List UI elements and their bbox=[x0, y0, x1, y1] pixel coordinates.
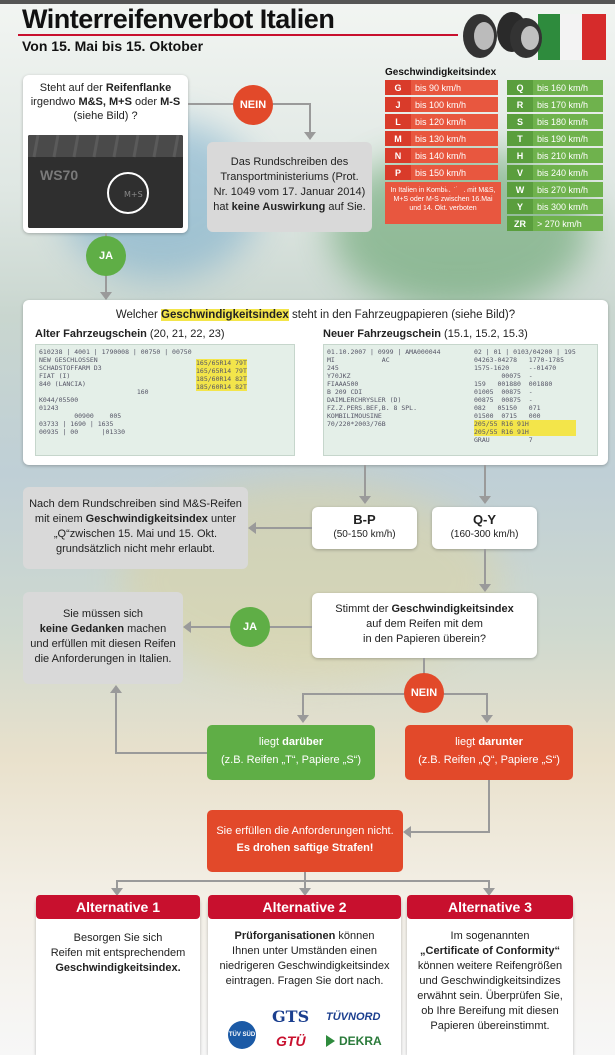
na-line2: mit einem bbox=[34, 513, 83, 525]
old-doc-tyres bbox=[196, 359, 247, 391]
cn-bold: keine Auswirkung bbox=[231, 201, 326, 213]
nw-line2b: machen bbox=[127, 623, 167, 635]
doc-line: KOMBILIMOUSINE bbox=[327, 412, 382, 420]
speed-row bbox=[385, 165, 498, 180]
speed-value: > 270 km/h bbox=[533, 216, 603, 231]
connector-bp-left bbox=[255, 527, 312, 529]
doc-line: Y70JKZ bbox=[327, 372, 351, 380]
gtu-logo: GTÜ bbox=[276, 1033, 306, 1049]
above-bold: darüber bbox=[282, 736, 324, 748]
na-bold: Geschwindigkeitsindex bbox=[85, 513, 208, 525]
connector-below-down bbox=[488, 780, 490, 832]
cn-line2: Transportministeriums (Prot. bbox=[220, 171, 359, 183]
doc-line: 00935 | 00 |01330 bbox=[39, 428, 126, 436]
na-line3: „Q“zwischen 15. Mai und 15. Okt. bbox=[53, 528, 218, 540]
speed-code: ZR bbox=[507, 216, 533, 231]
speed-code: N bbox=[385, 148, 411, 163]
nein-badge-2: NEIN bbox=[404, 673, 444, 713]
new-vehicle-document bbox=[323, 344, 598, 456]
q1-line2b: oder bbox=[134, 96, 158, 108]
no-worries-text bbox=[23, 607, 183, 667]
doc-line: 165/65R14 79T bbox=[196, 359, 247, 367]
connector-split-left bbox=[302, 693, 304, 717]
dekra-logo: DEKRA bbox=[339, 1034, 382, 1048]
red-note-arrow bbox=[445, 188, 469, 196]
speed-row bbox=[507, 97, 603, 112]
svg-text:M+S: M+S bbox=[124, 190, 143, 199]
speed-value: bis 180 km/h bbox=[533, 114, 603, 129]
speed-code: T bbox=[507, 131, 533, 146]
alt2-first-rest: können bbox=[338, 930, 375, 942]
new-label-nums: (15.1, 15.2, 15.3) bbox=[444, 328, 528, 340]
old-doc-lines bbox=[39, 348, 291, 436]
connector-qy-down bbox=[484, 549, 486, 586]
q2-text bbox=[23, 308, 608, 323]
old-label bbox=[35, 328, 225, 340]
doc-line: 04263-04278 1770-1785 bbox=[474, 356, 565, 364]
alternative-2-card bbox=[208, 897, 401, 1055]
speed-row bbox=[507, 165, 603, 180]
alt2-line1: Ihnen unter Umständen einen bbox=[232, 945, 377, 957]
cn-line1: Das Rundschreiben des bbox=[230, 156, 349, 168]
cn-line3: Nr. 1049 vom 17. Januar 2014) bbox=[213, 186, 366, 198]
arrow-above-up bbox=[110, 685, 122, 693]
doc-line: FZ.Z.PERS.BEF,B. 8 SPL. bbox=[327, 404, 418, 412]
q2-highlight: Geschwindigkeitsindex bbox=[161, 309, 289, 321]
ja-badge-1: JA bbox=[86, 236, 126, 276]
doc-line: 160 bbox=[39, 388, 149, 396]
speed-row bbox=[507, 114, 603, 129]
arrow-nein1 bbox=[304, 132, 316, 140]
speed-green-rows bbox=[507, 78, 603, 233]
circular-note-card bbox=[207, 142, 372, 232]
q3-line2: auf dem Reifen mit dem bbox=[366, 618, 483, 630]
connector-split-right bbox=[486, 693, 488, 717]
alt3-line5: Papieren übereinstimmt. bbox=[430, 1020, 550, 1032]
doc-line: 185/60R14 82T bbox=[196, 375, 247, 383]
arrow-split-right bbox=[481, 715, 493, 723]
doc-line: 1575-1620 --01470 bbox=[474, 364, 557, 372]
nein-badge-1: NEIN bbox=[233, 85, 273, 125]
alt1-bold: Geschwindigkeitsindex. bbox=[55, 962, 181, 974]
speed-row bbox=[507, 182, 603, 197]
below-example: (z.B. Reifen „Q“, Papiere „S“) bbox=[418, 754, 560, 766]
gts-logo: GTS bbox=[272, 1007, 310, 1026]
doc-line: 00875 00875 - bbox=[474, 396, 533, 404]
q3-line3: in den Papieren überein? bbox=[363, 633, 486, 645]
speed-code: R bbox=[507, 97, 533, 112]
q1-line3: (siehe Bild) ? bbox=[73, 110, 138, 122]
speed-value: bis 240 km/h bbox=[533, 165, 603, 180]
q1-bold1: Reifenflanke bbox=[105, 82, 172, 94]
branch-bp-range: (50-150 km/h) bbox=[333, 529, 396, 540]
circular-note-text bbox=[207, 155, 372, 215]
old-label-nums: (20, 21, 22, 23) bbox=[149, 328, 225, 340]
q1-line2: irgendwo bbox=[30, 96, 76, 108]
branch-qy-range: (160-300 km/h) bbox=[450, 529, 519, 540]
nw-line1: Sie müssen sich bbox=[62, 608, 144, 620]
below-box bbox=[405, 725, 573, 780]
speed-code: S bbox=[507, 114, 533, 129]
doc-line: FIAT (I) bbox=[39, 372, 71, 380]
connector-above-up bbox=[115, 692, 117, 754]
arrow-bp bbox=[359, 496, 371, 504]
tuv-sud-logo: TÜV SÜD bbox=[228, 1021, 256, 1049]
connector-qy bbox=[484, 465, 486, 500]
speed-red-rows bbox=[385, 78, 498, 182]
speed-value: bis 160 km/h bbox=[533, 80, 603, 95]
speed-value: bis 150 km/h bbox=[411, 165, 498, 180]
alt3-top: Im sogenannten bbox=[450, 930, 530, 942]
below-pre: liegt bbox=[455, 736, 476, 748]
speed-value: bis 270 km/h bbox=[533, 182, 603, 197]
connector-above-back bbox=[115, 752, 207, 754]
ja-badge-2: JA bbox=[230, 607, 270, 647]
doc-line: B 209 CDI bbox=[327, 388, 363, 396]
tire-question-text bbox=[23, 81, 188, 123]
page-title: Winterreifenverbot Italien bbox=[22, 4, 335, 34]
speed-value: bis 210 km/h bbox=[533, 148, 603, 163]
doc-line: FIAAA500 bbox=[327, 380, 359, 388]
q3-text bbox=[312, 602, 537, 647]
speed-row bbox=[507, 216, 603, 231]
connector-alternatives bbox=[116, 880, 490, 882]
doc-line: K044/05500 bbox=[39, 396, 79, 404]
nw-line4: die Anforderungen in Italien. bbox=[34, 653, 172, 665]
arrow-qy bbox=[479, 496, 491, 504]
new-doc-right bbox=[474, 348, 576, 444]
speed-index-green-table bbox=[507, 78, 603, 233]
speed-row bbox=[507, 199, 603, 214]
doc-line: 02 | 01 | 0103/04200 | 195 bbox=[474, 348, 576, 356]
alt1-line1: Besorgen Sie sich bbox=[73, 932, 163, 944]
q1-bold2: M&S, M+S bbox=[78, 96, 132, 108]
speed-code: G bbox=[385, 80, 411, 95]
speed-row bbox=[385, 114, 498, 129]
alt3-bold: „Certificate of Conformity“ bbox=[420, 945, 560, 957]
doc-line: MI AC bbox=[327, 356, 390, 364]
arrow-ja2 bbox=[183, 621, 191, 633]
speed-value: bis 170 km/h bbox=[533, 97, 603, 112]
doc-line: 01243 bbox=[39, 404, 59, 412]
speed-code: P bbox=[385, 165, 411, 180]
doc-line: 082 05150 071 bbox=[474, 404, 541, 412]
new-label-bold: Neuer Fahrzeugschein bbox=[323, 328, 441, 340]
speed-row bbox=[385, 80, 498, 95]
alternative-2-title: Alternative 2 bbox=[208, 895, 401, 919]
arrow-qy-down bbox=[479, 584, 491, 592]
speed-row bbox=[385, 131, 498, 146]
doc-line: NEW GESCHLOSSEN bbox=[39, 356, 98, 364]
alternative-1-card bbox=[36, 897, 200, 1055]
alt3-line2: und Geschwindigkeitsindizes bbox=[419, 975, 561, 987]
below-line1 bbox=[405, 735, 573, 750]
alternative-1-title: Alternative 1 bbox=[36, 895, 200, 919]
penalty-line1: Sie erfüllen die Anforderungen nicht. bbox=[216, 825, 394, 837]
q3-line1: Stimmt der bbox=[335, 603, 389, 615]
vehicle-papers-card bbox=[23, 300, 608, 465]
index-match-question-card bbox=[312, 593, 537, 658]
cn-line4b: auf Sie. bbox=[328, 201, 366, 213]
page-subtitle: Von 15. Mai bis 15. Oktober bbox=[22, 38, 204, 54]
doc-line: SCHADSTOFFARM D3 bbox=[39, 364, 102, 372]
speed-row bbox=[507, 80, 603, 95]
speed-red-note: In Italien in Kombination mit M&S, M+S oder M-S zwischen 16.Mai und 14. Okt. verboten bbox=[385, 182, 501, 224]
nw-bold: keine Gedanken bbox=[39, 623, 125, 635]
speed-row bbox=[385, 97, 498, 112]
penalty-box bbox=[207, 810, 403, 872]
speed-value: bis 190 km/h bbox=[533, 131, 603, 146]
doc-line: 00075 - bbox=[474, 372, 533, 380]
doc-line: 70/220*2003/76B bbox=[327, 420, 386, 428]
alt3-line3: erwähnt sein. Überprüfen Sie, bbox=[417, 990, 563, 1002]
q2-post: steht in den Fahrzeugpapieren (siehe Bild)? bbox=[292, 309, 516, 321]
q1-line1: Steht auf der bbox=[39, 82, 103, 94]
alt2-bold: Prüforganisationen bbox=[234, 930, 336, 942]
doc-line: DAIMLERCHRYSLER (D) bbox=[327, 396, 402, 404]
connector-bp bbox=[364, 465, 366, 500]
above-pre: liegt bbox=[258, 736, 280, 748]
q3-bold: Geschwindigkeitsindex bbox=[391, 603, 514, 615]
alternative-3-title: Alternative 3 bbox=[407, 895, 573, 919]
old-label-bold: Alter Fahrzeugschein bbox=[35, 328, 147, 340]
doc-line: 610238 | 4001 | 1790008 | 00750 | 00750 bbox=[39, 348, 192, 356]
speed-code: Y bbox=[507, 199, 533, 214]
tires-flag-image bbox=[460, 10, 610, 60]
alternative-3-card bbox=[407, 897, 573, 1055]
speed-value: bis 120 km/h bbox=[411, 114, 498, 129]
na-line1: Nach dem Rundschreiben sind M&S-Reifen bbox=[29, 498, 242, 510]
doc-line: 840 (LANCIA) bbox=[39, 380, 86, 388]
no-worries-card bbox=[23, 592, 183, 684]
na-line2b: unter bbox=[211, 513, 237, 525]
tire-question-card bbox=[23, 75, 188, 233]
speed-value: bis 90 km/h bbox=[411, 80, 498, 95]
speed-row bbox=[507, 131, 603, 146]
speed-code: Q bbox=[507, 80, 533, 95]
above-line1 bbox=[207, 735, 375, 750]
speed-index-red-table bbox=[385, 78, 501, 224]
branch-bp-box bbox=[312, 507, 417, 549]
doc-line: 185/60R14 82T bbox=[196, 383, 247, 391]
doc-line: 01.10.2007 | 0999 | AMA000044 bbox=[327, 348, 441, 356]
tire-brand-text: WS70 bbox=[40, 167, 79, 183]
q1-bold3: M-S bbox=[160, 96, 181, 108]
doc-line: GRAU 7 bbox=[474, 436, 533, 444]
alt3-text bbox=[407, 929, 573, 1034]
alt1-line2: Reifen mit entsprechendem bbox=[50, 947, 186, 959]
title-underline bbox=[18, 34, 458, 36]
doc-line: 165/65R14 79T bbox=[196, 367, 247, 375]
speed-code: J bbox=[385, 97, 411, 112]
old-vehicle-document bbox=[35, 344, 295, 456]
not-allowed-card bbox=[23, 487, 248, 569]
alt1-text bbox=[36, 931, 200, 976]
doc-line: 205/55 R16 91H bbox=[474, 420, 576, 428]
alt3-line1: können weitere Reifengrößen bbox=[417, 960, 563, 972]
speed-code: H bbox=[507, 148, 533, 163]
doc-line: 03733 | 1690 | 1635 bbox=[39, 420, 114, 428]
alt3-line4: ob Ihre Bereifung mit diesen bbox=[421, 1005, 559, 1017]
arrow-below-left bbox=[403, 826, 411, 838]
branch-bp-label: B-P bbox=[353, 512, 376, 527]
speed-code: L bbox=[385, 114, 411, 129]
arrow-bp-left bbox=[248, 522, 256, 534]
new-label bbox=[323, 328, 528, 340]
not-allowed-text bbox=[23, 497, 248, 557]
alt2-line3: eintragen. Fragen Sie dort nach. bbox=[225, 975, 384, 987]
alt2-text bbox=[208, 929, 401, 989]
speed-value: bis 300 km/h bbox=[533, 199, 603, 214]
doc-line: 159 001880 001880 bbox=[474, 380, 553, 388]
doc-line: 01500 0715 000 bbox=[474, 412, 541, 420]
below-bold: darunter bbox=[478, 736, 523, 748]
cn-line4: hat bbox=[213, 201, 229, 213]
alt2-line2: niedrigeren Geschwindigkeitsindex bbox=[219, 960, 390, 972]
dekra-arrow-icon bbox=[326, 1035, 335, 1047]
speed-index-title: Geschwindigkeitsindex bbox=[385, 67, 497, 78]
above-example: (z.B. Reifen „T“, Papiere „S“) bbox=[221, 754, 361, 766]
speed-value: bis 140 km/h bbox=[411, 148, 498, 163]
speed-value: bis 100 km/h bbox=[411, 97, 498, 112]
doc-line: 245 bbox=[327, 364, 339, 372]
tuv-nord-logo: TÜVNORD bbox=[326, 1011, 381, 1023]
na-line4: grundsätzlich nicht mehr erlaubt. bbox=[56, 543, 215, 555]
doc-line: 01005 00875 - bbox=[474, 388, 533, 396]
tire-sidewall-photo bbox=[28, 135, 183, 228]
penalty-bold: Es drohen saftige Strafen! bbox=[236, 842, 374, 854]
connector-nein2-split bbox=[302, 693, 488, 695]
nw-line3: und erfüllen mit diesen Reifen bbox=[30, 638, 176, 650]
above-box bbox=[207, 725, 375, 780]
speed-value: bis 130 km/h bbox=[411, 131, 498, 146]
speed-code: V bbox=[507, 165, 533, 180]
speed-code: W bbox=[507, 182, 533, 197]
q2-pre: Welcher bbox=[115, 309, 158, 321]
doc-line: 00900 005 bbox=[39, 412, 122, 420]
speed-code: M bbox=[385, 131, 411, 146]
speed-row bbox=[507, 148, 603, 163]
branch-qy-box bbox=[432, 507, 537, 549]
arrow-ja1 bbox=[100, 292, 112, 300]
speed-row bbox=[385, 148, 498, 163]
arrow-split-left bbox=[297, 715, 309, 723]
branch-qy-label: Q-Y bbox=[472, 512, 497, 527]
connector-nein1-down bbox=[309, 103, 311, 133]
doc-line: 205/55 R16 91H bbox=[474, 428, 576, 436]
connector-below-left bbox=[410, 831, 490, 833]
